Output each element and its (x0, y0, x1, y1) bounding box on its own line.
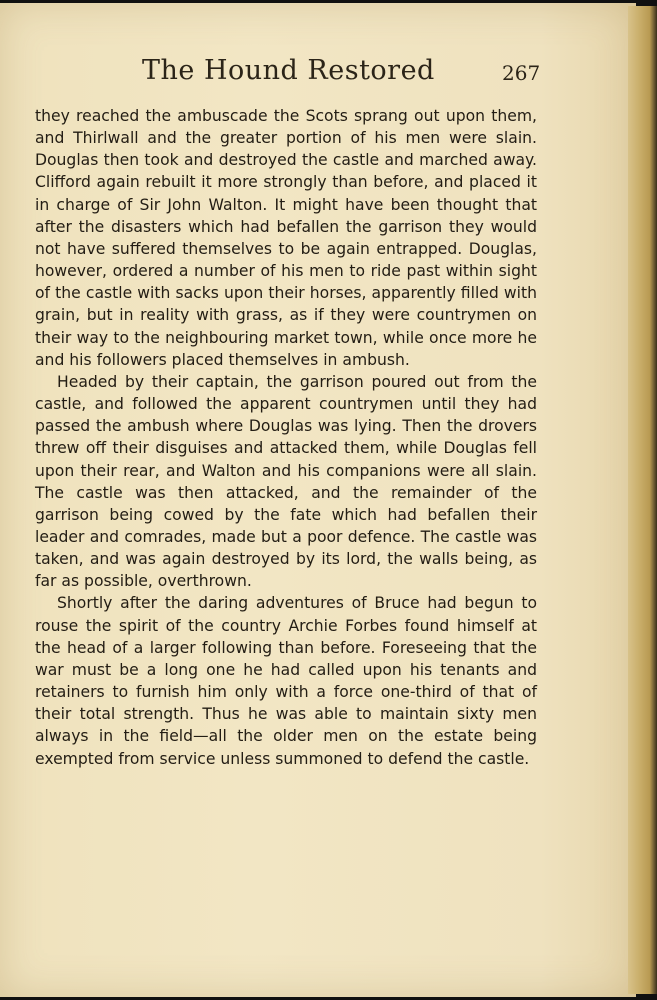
page-edge (628, 6, 657, 994)
body-text (35, 105, 537, 770)
running-title: The Hound Restored (142, 55, 435, 86)
page-header (0, 55, 636, 95)
book-page (0, 3, 636, 997)
page-number: 267 (502, 61, 541, 85)
paragraph-3: Shortly after the daring adventures of Bruce had begun to rouse the spirit of the country Archie Forbes found himself at the head of a larger following than before. Foreseeing that the war must be a long one he had called upon his tenants and retainers to furnish him only with a force one-third of that of their total strength. Thus he was able to maintain sixty men always in the field—all the older men on the estate being exempted from service unless summoned to defend the castle. (35, 594, 537, 768)
paragraph-2: Headed by their captain, the garrison poured out from the castle, and followed the apparent countrymen until they had passed the ambush where Douglas was lying. Then the drovers threw off their disguises and attacked them, while Douglas fell upon their rear, and Walton and his companions were all slain. The castle was then attacked, and the remainder of the garrison being cowed by the fate which had befallen their leader and comrades, made but a poor defence. The castle was taken, and was again destroyed by its lord, the walls being, as far as possible, overthrown. (35, 372, 537, 591)
paragraph-1: they reached the ambuscade the Scots sprang out upon them, and Thirlwall and the greater portion of his men were slain. Douglas then took and destroyed the castle and marched away. Clifford again rebuilt it more strongly than before, and placed it in charge of Sir John Walton. It might have been thought that after the disasters which had befallen the garrison they would not have suffered themselves to be again entrapped. Douglas, however, ordered a number of his men to ride past within sight of the castle with sacks upon their horses, apparently filled with grain, but in reality with grass, as if they were countrymen on their way to the neighbouring market town, while once more he and his followers placed themselves in ambush. (35, 107, 537, 369)
